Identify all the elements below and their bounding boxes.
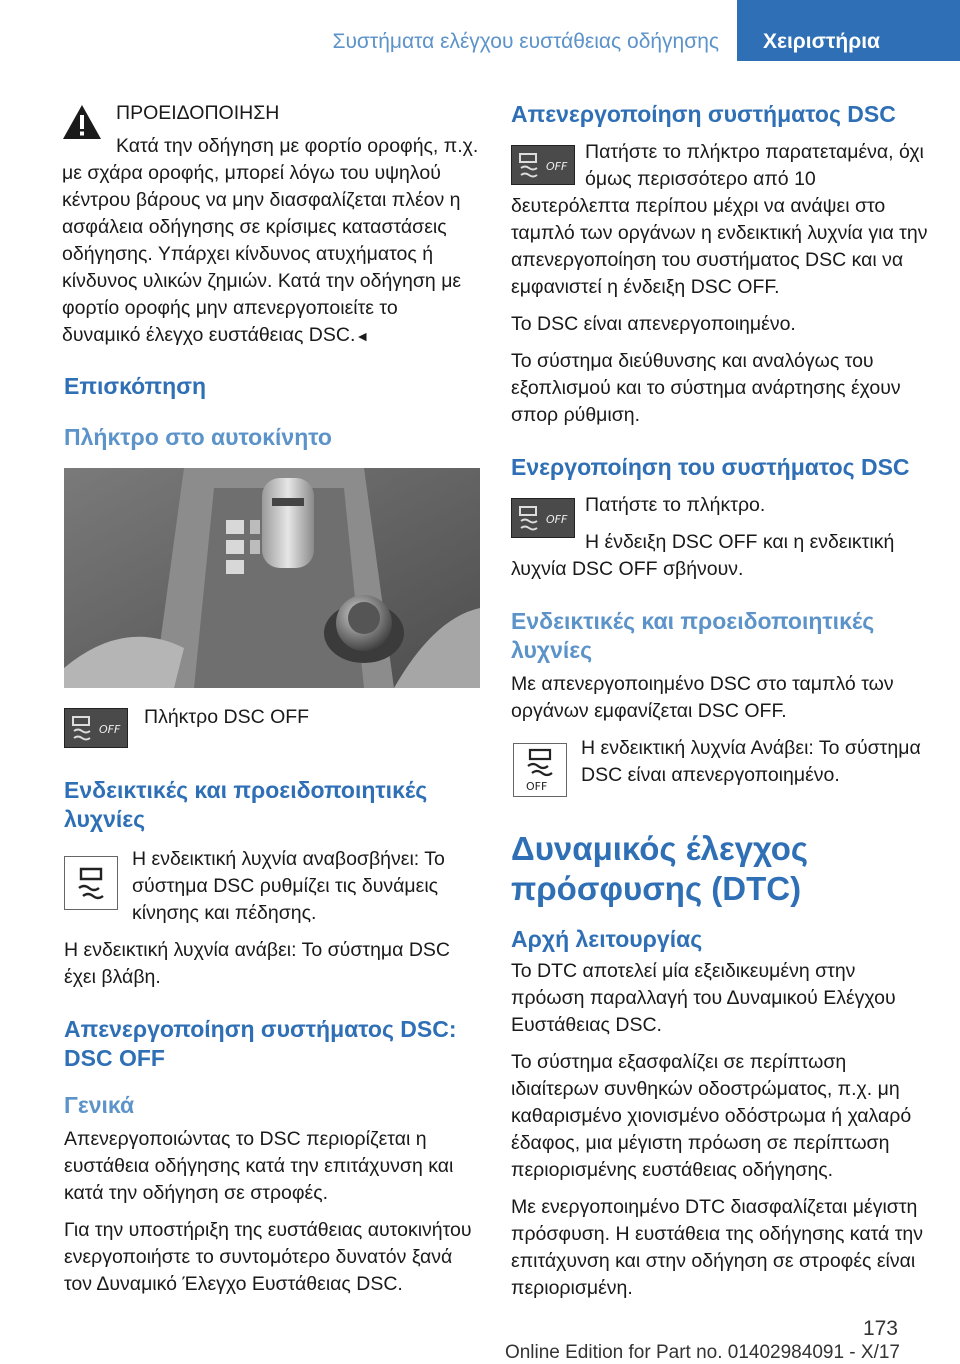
end-mark: ◄ [355, 328, 370, 344]
dsc-off-caption: Πλήκτρο DSC OFF [144, 706, 310, 728]
svg-text:OFF: OFF [546, 513, 568, 526]
deactivate-note: Το σύστημα διεύθυνσης και αναλόγως του εξοπλισμού και το σύστημα ανάρτησης έχουν σπορ ρύθμιση. [511, 350, 901, 426]
car-skid-icon-2 [512, 146, 574, 184]
deactivate-instruction: Πατήστε το πλήκτρο παρατεταμένα, όχι όμως περισσότερο από 10 δευτερόλεπτα περίπου μέχρι να ανάψει στο ταμπλό των οργάνων η ενδεικτική λυχνία για την απενεργοποίηση του συστήματος DSC και να εμφανιστεί η ένδειξη DSC OFF. [511, 141, 928, 298]
dsc-off-button-row [64, 704, 480, 752]
car-skid-icon-3 [512, 499, 574, 537]
dsc-off-button-icon [64, 708, 128, 748]
heading-indicators-right: Ενδεικτικές και προειδοποιητικές λυχνίες [511, 608, 875, 663]
left-column [64, 100, 480, 1308]
edition-info: Online Edition for Part no. 01402984091 - X/17 [504, 1342, 900, 1363]
dsc-off-button-icon-3 [511, 498, 575, 538]
dsc-off-button-icon-2 [511, 145, 575, 185]
dtc-paragraph-2: Το σύστημα εξασφαλίζει σε περίπτωση ιδιαίτερων συνθηκών οδοστρώματος, π.χ. μη καθαρισμένο χιονισμένο οδόστρωμα ή χαλαρό έδαφος, μια μέγιστη πρόωση σε περίπτωση περιορισμένης ευστάθειας οδήγησης. [511, 1051, 912, 1181]
general-paragraph-2: Για την υποστήριξη της ευστάθειας αυτοκινήτου ενεργοποιήστε το συντομότερο δυνατόν ξανά τον Δυναμικό Έλεγχο Ευστάθειας DSC. [64, 1219, 472, 1295]
activate-result: Η ένδειξη DSC OFF και η ενδεικτική λυχνία DSC OFF σβήνουν. [511, 531, 895, 580]
dtc-paragraph-1: Το DTC αποτελεί μία εξειδικευμένη στην πρόωση παραλλαγή του Δυναμικού Ελέγχου Ευστάθειας DSC. [511, 960, 896, 1036]
dsc-indicator-icon [64, 856, 118, 910]
off-text: OFF [99, 723, 121, 736]
chapter-tab[interactable]: Χειριστήρια [737, 0, 960, 61]
heading-indicators: Ενδεικτικές και προειδοποιητικές λυχνίες [64, 777, 428, 832]
heading-deactivate-dsc-off: Απενεργοποίηση συστήματος DSC: DSC OFF [64, 1016, 457, 1071]
indicator-dsc-off-row [511, 735, 931, 801]
car-skid-icon [65, 709, 127, 747]
car-skid-off-indicator-icon [514, 744, 566, 796]
svg-text:OFF: OFF [526, 780, 548, 793]
activate-instruction: Πατήστε το πλήκτρο. [585, 494, 766, 516]
heading-deactivate-dsc: Απενεργοποίηση συστήματος DSC [511, 101, 896, 127]
indicator-display-text: Με απενεργοποιημένο DSC στο ταμπλό των οργάνων εμφανίζεται DSC OFF. [511, 673, 894, 722]
dtc-paragraph-3: Με ενεργοποιημένο DTC διασφαλίζεται μέγιστη πρόσφυση. Η ευστάθεια της οδήγησης κατά την επιτάχυνση και στην οδήγηση σε στροφές είναι περιορισμένη. [511, 1196, 924, 1299]
heading-button-in-car: Πλήκτρο στο αυτοκίνητο [64, 424, 332, 450]
right-column [511, 100, 931, 1312]
page-header [0, 0, 960, 86]
heading-principle: Αρχή λειτουργίας [511, 926, 703, 952]
indicator-dsc-off-text: Η ενδεικτική λυχνία Ανάβει: Το σύστημα DSC είναι απενεργοποιημένο. [581, 737, 921, 786]
page-number: 173 [862, 1317, 898, 1340]
deactivate-row [511, 139, 931, 301]
warning-triangle-icon [62, 104, 102, 140]
heading-general: Γενικά [64, 1092, 135, 1118]
car-skid-indicator-icon [65, 857, 117, 909]
dsc-off-indicator-icon [513, 743, 567, 797]
console-photo [64, 468, 480, 688]
warning-block [62, 100, 480, 350]
heading-overview: Επισκόπηση [64, 373, 206, 399]
indicator-on-text: Η ενδεικτική λυχνία ανάβει: Το σύστημα DSC έχει βλάβη. [64, 939, 451, 988]
indicator-flash-row [64, 846, 480, 937]
heading-activate-dsc: Ενεργοποίηση του συστήματος DSC [511, 454, 910, 480]
indicator-flash-text: Η ενδεικτική λυχνία αναβοσβήνει: Το σύστημα DSC ρυθμίζει τις δυνάμεις κίνησης και πέδησης. [132, 848, 445, 924]
page-footer [0, 1310, 960, 1362]
deactivate-state: Το DSC είναι απενεργοποιημένο. [511, 313, 796, 335]
activate-row [511, 492, 931, 583]
svg-text:OFF: OFF [546, 160, 568, 173]
warning-text: Κατά την οδήγηση με φορτίο οροφής, π.χ. με σχάρα οροφής, μπορεί λόγω του υψηλού κέντρου βάρους να μην διασφαλίζεται πλέον η ασφάλεια οδήγησης σε κρίσιμες καταστάσεις οδήγησης. Υπάρχει κίνδυνος ατυχήματος ή κίνδυνος υλικών ζημιών. Κατά την οδήγηση με φορτίο οροφής μην απενεργοποιείτε το δυναμικό έλεγχο ευστάθειας DSC.◄ [62, 135, 479, 346]
console-photo-drawing [64, 468, 480, 688]
general-paragraph-1: Απενεργοποιώντας το DSC περιορίζεται η ευστάθεια οδήγησης κατά την επιτάχυνση και κατά την οδήγηση σε στροφές. [64, 1128, 454, 1204]
warning-title: ΠΡΟΕΙΔΟΠΟΙΗΣΗ [116, 102, 280, 124]
section-title: Συστήματα ελέγχου ευστάθειας οδήγησης [332, 30, 719, 53]
heading-dtc: Δυναμικός έλεγχος πρόσφυσης (DTC) [511, 830, 809, 907]
